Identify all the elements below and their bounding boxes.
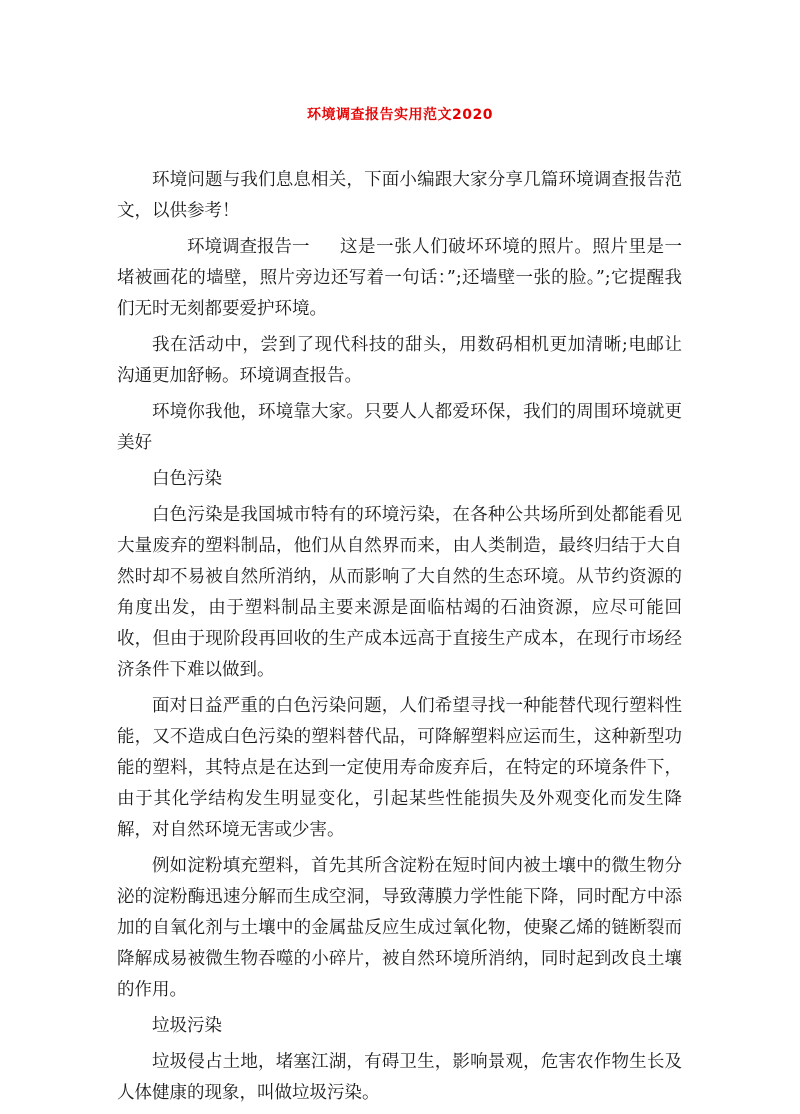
heading-garbage-pollution: 垃圾污染: [152, 1016, 222, 1036]
heading-white-pollution: 白色污染: [152, 469, 222, 489]
paragraph-white-pollution-3: 例如淀粉填充塑料，首先其所含淀粉在短时间内被土壤中的微生物分泌的淀粉酶迅速分解而生成空洞，导致薄膜力学性能下降，同时配方中添加的自氧化剂与土壤中的金属盐反应生成过氧化物，使聚乙烯的链断裂而降解成易被微生物吞噬的小碎片，被自然环境所消纳，同时起到改良土壤的作用。: [117, 856, 682, 1000]
paragraph-white-pollution-2: 面对日益严重的白色污染问题，人们希望寻找一种能替代现行塑料性能，又不造成白色污染的塑料替代品，可降解塑料应运而生，这种新型功能的塑料，其特点是在达到一定使用寿命废弃后，在特定的环境条件下，由于其化学结构发生明显变化，引起某些性能损失及外观变化而发生降解，对自然环境无害或少害。: [117, 696, 682, 840]
report-one-label: 环境调查报告一: [187, 237, 310, 257]
paragraph-activity: 我在活动中，尝到了现代科技的甜头，用数码相机更加清晰;电邮让沟通更加舒畅。环境调查报告。: [117, 335, 682, 386]
document-body: [117, 165, 682, 1114]
report-one-text: 这是一张人们破坏环境的照片。照片里是一堵被画花的墙壁，照片旁边还写着一句话：”;还墙壁一张的脸。”;它提醒我们无时无刻都要爱护环境。: [117, 237, 682, 319]
paragraph-intro: 环境问题与我们息息相关，下面小编跟大家分享几篇环境调查报告范文，以供参考！: [117, 170, 682, 221]
paragraph-slogan: 环境你我他，环境靠大家。只要人人都爱环保，我们的周围环境就更美好: [117, 402, 682, 453]
document-title: 环境调查报告实用范文2020: [307, 107, 493, 123]
paragraph-report-one: [117, 232, 682, 325]
paragraph-white-pollution-1: 白色污染是我国城市特有的环境污染，在各种公共场所到处都能看见大量废弃的塑料制品，他们从自然界而来，由人类制造，最终归结于大自然时却不易被自然所消纳，从而影响了大自然的生态环境。从节约资源的角度出发，由于塑料制品主要来源是面临枯竭的石油资源，应尽可能回收，但由于现阶段再回收的生产成本远高于直接生产成本，在现行市场经济条件下难以做到。: [117, 505, 682, 680]
paragraph-garbage-pollution: 垃圾侵占土地，堵塞江湖，有碍卫生，影响景观，危害农作物生长及人体健康的现象，叫做垃圾污染。: [117, 1052, 682, 1103]
